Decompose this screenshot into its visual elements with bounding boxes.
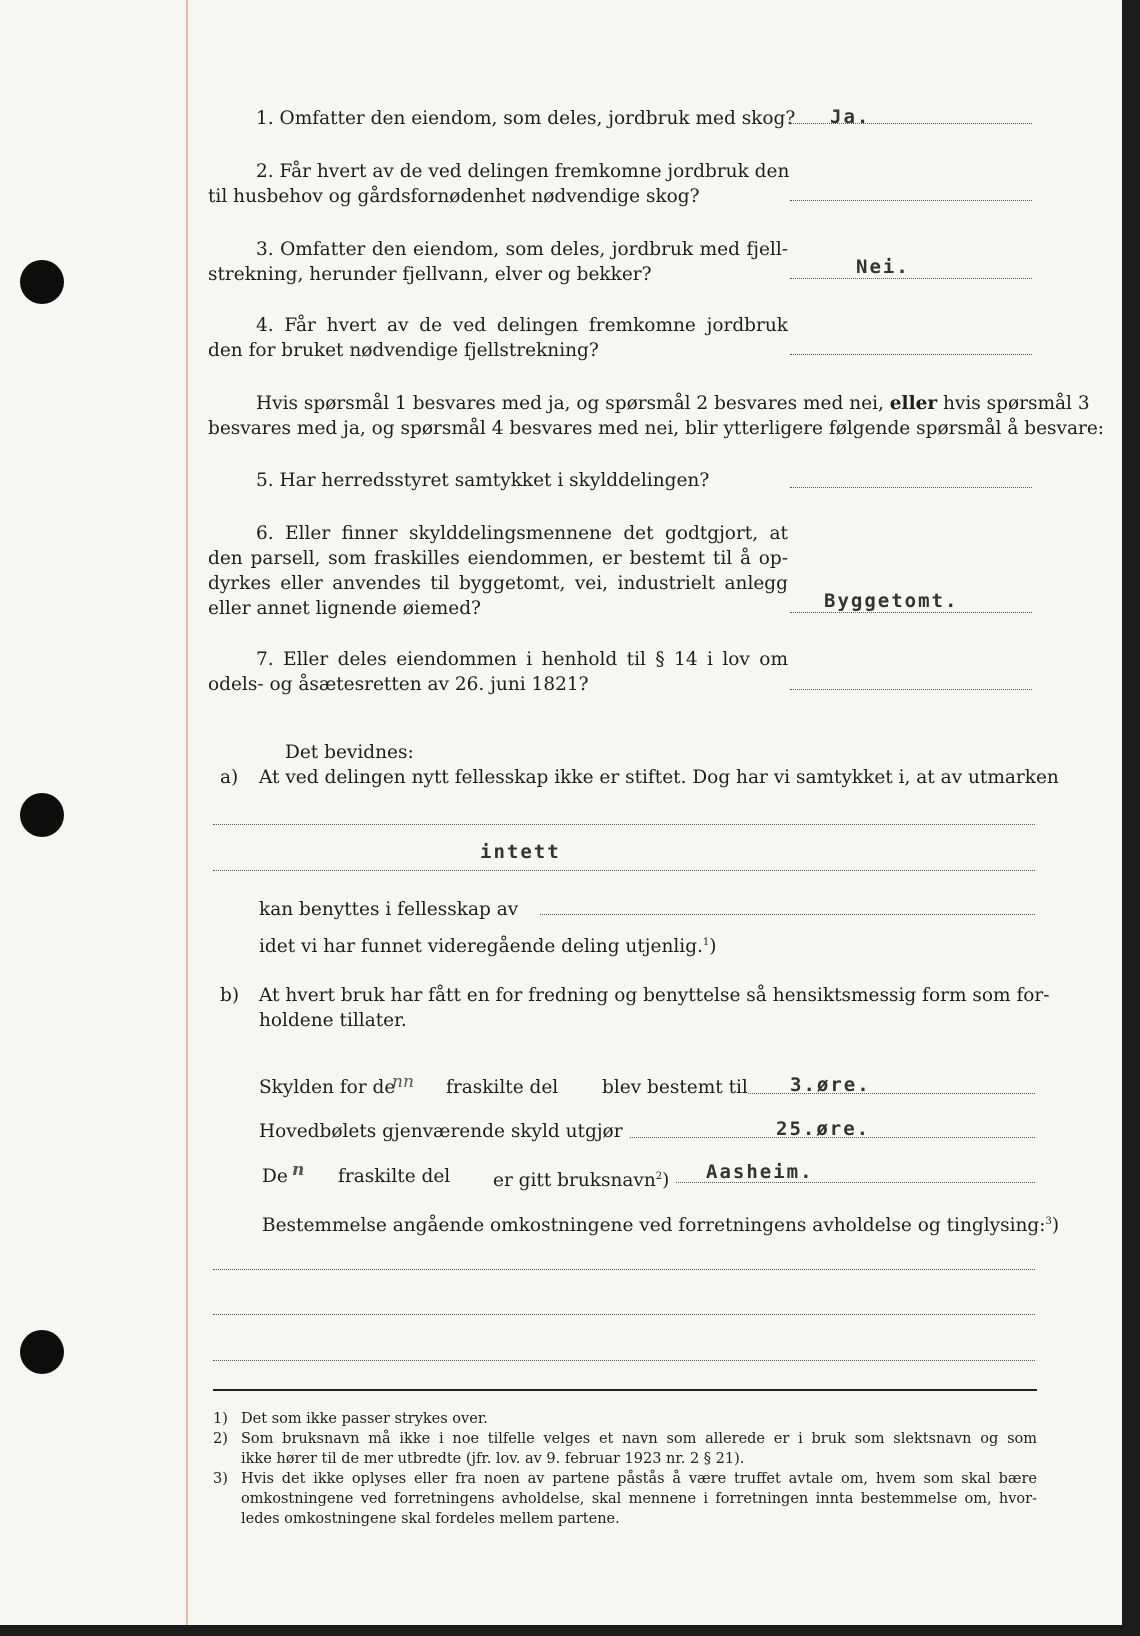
question-6-line-1: 6. Eller finner skylddelingsmennene det godtgjort, at — [256, 523, 788, 544]
condition-line-1 — [256, 392, 1090, 416]
question-2-line-1: 2. Får hvert av de ved delingen fremkomne jordbruk den — [256, 161, 790, 182]
answer-3: Nei. — [856, 256, 910, 278]
blank-line — [213, 1269, 1035, 1270]
skylden-label-b: fraskilte del — [446, 1077, 559, 1098]
question-6-line-2: den parsell, som fraskilles eiendommen, er bestemt til å op- — [208, 548, 788, 569]
bruksnavn-label-b: fraskilte del — [338, 1166, 451, 1187]
blank-line — [213, 1314, 1035, 1315]
answer-line-1 — [790, 123, 1032, 124]
question-4-line-1: 4. Får hvert av de ved delingen fremkomne jordbruk — [256, 315, 788, 336]
skylden-value: 3.øre. — [790, 1074, 871, 1096]
question-4-line-2: den for bruket nødvendige fjellstrekning? — [208, 340, 599, 361]
footnote-1: Det som ikke passer strykes over. — [241, 1411, 488, 1427]
hovedbol-value: 25.øre. — [776, 1118, 871, 1140]
footnote-2-mark: 2) — [213, 1431, 228, 1447]
footnote-3-line-3: ledes omkostningene skal fordeles mellem partene. — [241, 1511, 620, 1527]
attest-b-line-2: holdene tillater. — [259, 1010, 407, 1031]
punch-hole — [20, 793, 64, 837]
blank-line — [213, 870, 1035, 871]
skylden-handwritten: nn — [392, 1072, 414, 1092]
answer-line-2 — [790, 200, 1032, 201]
question-2-line-2: til husbehov og gårdsfornødenhet nødvendige skog? — [208, 186, 700, 207]
division-text: idet vi har funnet videregående deling utjenlig.$^1$) — [259, 936, 717, 958]
hovedbol-label: Hovedbølets gjenværende skyld utgjør — [259, 1121, 623, 1142]
footnote-ref: 1 — [702, 937, 710, 948]
common-use-label: kan benyttes i fellesskap av — [259, 899, 519, 920]
attest-a-label: a) — [220, 767, 239, 788]
common-use-line — [540, 914, 1035, 915]
answer-line-5 — [790, 487, 1032, 488]
footnote-2-line-2: ikke hører til de mer utbredte (jfr. lov. av 9. februar 1923 nr. 2 § 21). — [241, 1451, 745, 1467]
condition-eller: eller — [889, 393, 938, 414]
footnote-2-line-1: Som bruksnavn må ikke i noe tilfelle velges et navn som allerede er i bruk som slektsnavn og som — [241, 1431, 1037, 1447]
footnote-rule — [213, 1389, 1037, 1391]
attest-heading: Det bevidnes: — [285, 742, 414, 763]
skylden-label-a: Skylden for de — [259, 1077, 396, 1098]
condition-text-b: hvis spørsmål 3 — [943, 393, 1090, 414]
answer-1: Ja. — [830, 106, 871, 128]
footnote-1-mark: 1) — [213, 1411, 228, 1427]
footnote-ref: 3 — [1045, 1216, 1052, 1227]
answer-line-7 — [790, 689, 1032, 690]
bruksnavn-label-c: er gitt bruksnavn$^2$) — [493, 1170, 670, 1192]
attest-a-text: At ved delingen nytt fellesskap ikke er stiftet. Dog har vi samtykket i, at av utmarken — [259, 767, 1059, 788]
question-1: 1. Omfatter den eiendom, som deles, jordbruk med skog? — [256, 108, 796, 129]
bestemmelse-label: Bestemmelse angående omkostningene ved forretningens avholdelse og tinglysing:$^3$) — [262, 1215, 1060, 1237]
condition-line-2: besvares med ja, og spørsmål 4 besvares med nei, blir ytterligere følgende spørsmål å besvare: — [208, 418, 1105, 439]
blank-line — [213, 1360, 1035, 1361]
attest-b-line-1: At hvert bruk har fått en for fredning og benyttelse så hensiktsmessig form som for- — [259, 985, 1050, 1006]
bruksnavn-label-a: De — [262, 1166, 288, 1187]
question-3-line-1: 3. Omfatter den eiendom, som deles, jordbruk med fjell- — [256, 239, 788, 260]
answer-line-3 — [790, 278, 1032, 279]
bruksnavn-text: er gitt bruksnavn — [493, 1170, 656, 1192]
question-7-line-2: odels- og åsætesretten av 26. juni 1821? — [208, 674, 589, 695]
attest-b-label: b) — [220, 985, 240, 1006]
condition-text-a: Hvis spørsmål 1 besvares med ja, og spørsmål 2 besvares med nei, — [256, 393, 884, 414]
margin-line — [186, 0, 188, 1625]
division-line-text: idet vi har funnet videregående deling utjenlig. — [259, 936, 703, 958]
question-3-line-2: strekning, herunder fjellvann, elver og bekker? — [208, 264, 652, 285]
bestemmelse-text: Bestemmelse angående omkostningene ved forretningens avholdelse og tinglysing: — [262, 1215, 1046, 1237]
bruksnavn-value: Aasheim. — [706, 1161, 814, 1183]
question-7-line-1: 7. Eller deles eiendommen i henhold til § 14 i lov om — [256, 649, 788, 670]
question-5: 5. Har herredsstyret samtykket i skylddelingen? — [256, 470, 710, 491]
answer-line-4 — [790, 354, 1032, 355]
question-6-line-4: eller annet lignende øiemed? — [208, 598, 481, 619]
skylden-label-c: blev bestemt til — [602, 1077, 748, 1098]
attest-a-answer: intett — [480, 841, 561, 863]
footnote-3-mark: 3) — [213, 1471, 228, 1487]
punch-hole — [20, 260, 64, 304]
question-6-line-3: dyrkes eller anvendes til byggetomt, vei, industrielt anlegg — [208, 573, 788, 594]
punch-hole — [20, 1330, 64, 1374]
footnote-ref: 2 — [655, 1171, 663, 1182]
blank-line — [213, 824, 1035, 825]
footnote-3-line-2: omkostningene ved forretningens avholdelse, skal mennene i forretningen innta bestemmelse om, hvor- — [241, 1491, 1037, 1507]
footnote-3-line-1: Hvis det ikke oplyses eller fra noen av partene påstås å være truffet avtale om, hvem som skal bære — [241, 1471, 1037, 1487]
answer-line-6 — [790, 612, 1032, 613]
bruksnavn-handwritten: n — [292, 1160, 305, 1180]
answer-6: Byggetomt. — [824, 590, 959, 612]
